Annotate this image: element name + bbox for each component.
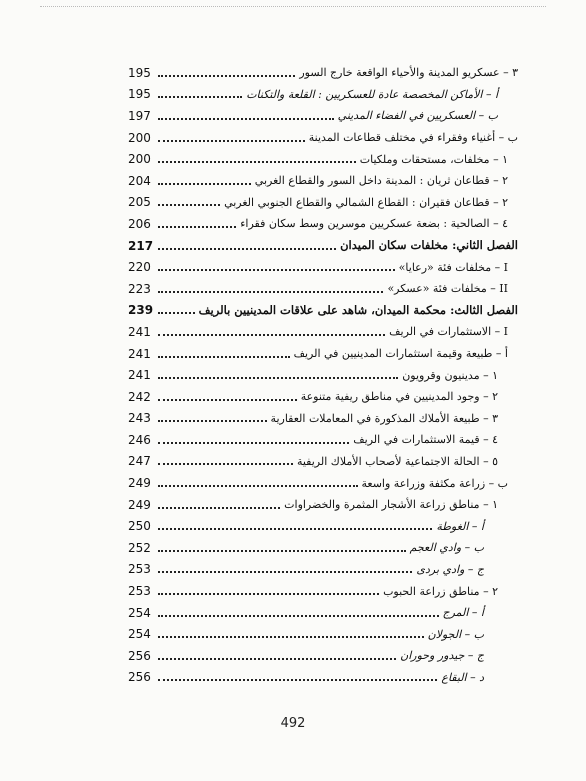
toc-entry-title: ٥ – الحالة الاجتماعية لأصحاب الأملاك الريفية xyxy=(296,454,498,468)
toc-entry-title: ٢ – قطاعان ثريان : المدينة داخل السور والقطاع الغربي xyxy=(254,174,508,188)
dot-leader xyxy=(158,507,280,509)
toc-entry-page: 204 xyxy=(128,173,151,188)
table-of-contents xyxy=(128,62,518,688)
dot-leader xyxy=(158,118,334,120)
dot-leader xyxy=(158,658,396,660)
toc-entry-page: 243 xyxy=(128,411,151,426)
toc-entry xyxy=(128,300,518,322)
toc-entry xyxy=(128,170,518,192)
toc-entry-title: أ – الأماكن المخصصة عادة للعسكريين : القلعة والتكنات xyxy=(246,87,498,101)
toc-entry-title: ج – وادي بردى xyxy=(416,562,484,576)
toc-entry xyxy=(128,386,518,408)
dot-leader xyxy=(158,679,437,681)
toc-entry xyxy=(128,623,518,645)
dot-leader xyxy=(158,161,356,163)
toc-entry xyxy=(128,343,518,365)
page-number: 492 xyxy=(280,716,306,731)
toc-entry xyxy=(128,645,518,667)
toc-entry-title: I – مخلفات فئة «رعايا» xyxy=(398,260,508,274)
toc-entry-title: ٢ – مناطق زراعة الحبوب xyxy=(383,584,498,598)
toc-entry-page: 220 xyxy=(128,260,151,275)
toc-entry-title: ٤ – قيمة الاستثمارات في الريف xyxy=(353,433,498,447)
dot-leader xyxy=(158,140,305,142)
dot-leader xyxy=(158,377,398,379)
toc-entry-page: 256 xyxy=(128,670,151,685)
dot-leader xyxy=(158,334,385,336)
toc-entry-page: 197 xyxy=(128,108,151,123)
toc-entry-title: ب – زراعة مكثفة وزراعة واسعة xyxy=(361,476,508,490)
toc-entry-page: 241 xyxy=(128,324,151,339)
toc-entry-title: ١ – مناطق زراعة الأشجار المثمرة والخضراوات xyxy=(284,498,498,512)
toc-entry-title: ب – أغنياء وفقراء في مختلف قطاعات المدينة xyxy=(308,131,518,145)
toc-entry-page: 217 xyxy=(128,238,154,253)
toc-entry xyxy=(128,105,518,127)
dot-leader xyxy=(158,291,383,293)
dot-leader xyxy=(158,420,267,422)
toc-entry-page: 254 xyxy=(128,627,151,642)
toc-entry xyxy=(128,62,518,84)
toc-entry-page: 241 xyxy=(128,368,151,383)
toc-entry-page: 223 xyxy=(128,281,151,296)
toc-entry xyxy=(128,472,518,494)
toc-entry xyxy=(128,148,518,170)
toc-entry xyxy=(128,192,518,214)
toc-entry xyxy=(128,515,518,537)
toc-entry xyxy=(128,408,518,430)
dot-leader xyxy=(158,248,336,250)
toc-entry-title: ١ – مدينيون وقرويون xyxy=(402,368,498,382)
toc-entry xyxy=(128,235,518,257)
toc-entry-title: أ – المرج xyxy=(442,606,484,620)
toc-entry-page: 253 xyxy=(128,562,151,577)
toc-entry-page: 205 xyxy=(128,195,151,210)
dot-leader xyxy=(158,226,236,228)
toc-entry-page: 195 xyxy=(128,87,151,102)
toc-entry-page: 249 xyxy=(128,476,151,491)
toc-entry-title: ٣ – عسكريو المدينة والأحياء الواقعة خارج السور xyxy=(299,66,518,80)
toc-entry-page: 200 xyxy=(128,152,151,167)
dot-leader xyxy=(158,571,412,573)
toc-entry-page: 200 xyxy=(128,130,151,145)
dot-leader xyxy=(158,615,439,617)
toc-entry xyxy=(128,213,518,235)
toc-entry-title: أ – الغوطة xyxy=(436,519,484,533)
toc-entry-page: 239 xyxy=(128,303,154,318)
toc-entry-page: 254 xyxy=(128,605,151,620)
toc-entry xyxy=(128,667,518,689)
toc-entry xyxy=(128,494,518,516)
toc-entry-title: ب – العسكريين في الفضاء المديني xyxy=(337,109,498,123)
toc-entry-page: 249 xyxy=(128,497,151,512)
toc-entry-page: 247 xyxy=(128,454,151,469)
toc-entry-page: 250 xyxy=(128,519,151,534)
dot-leader xyxy=(158,356,290,358)
toc-entry-page: 253 xyxy=(128,584,151,599)
dot-leader xyxy=(158,312,195,314)
dot-leader xyxy=(158,399,297,401)
dot-leader xyxy=(158,204,220,206)
dot-leader xyxy=(158,485,358,487)
toc-entry xyxy=(128,580,518,602)
toc-entry xyxy=(128,84,518,106)
dot-leader xyxy=(158,96,242,98)
toc-entry-title: I – الاستثمارات في الريف xyxy=(389,325,508,339)
toc-entry xyxy=(128,537,518,559)
dot-leader xyxy=(158,528,432,530)
toc-entry xyxy=(128,321,518,343)
toc-entry-title: ١ – مخلفات، مستحقات وملكيات xyxy=(359,152,508,166)
toc-entry xyxy=(128,127,518,149)
dot-leader xyxy=(158,550,406,552)
toc-entry-title: د – البقاع xyxy=(441,670,484,684)
toc-entry xyxy=(128,256,518,278)
toc-entry-page: 256 xyxy=(128,648,151,663)
dot-leader xyxy=(158,183,251,185)
toc-entry-title: II – مخلفات فئة «عسكر» xyxy=(387,282,508,296)
toc-entry xyxy=(128,602,518,624)
toc-entry xyxy=(128,364,518,386)
toc-entry-title: الفصل الثاني: مخلفات سكان الميدان xyxy=(340,237,518,252)
toc-entry-title: ب – الجولان xyxy=(427,627,484,641)
toc-entry-title: ج – جيدور وحوران xyxy=(400,649,484,663)
dot-leader xyxy=(158,636,424,638)
toc-entry-page: 246 xyxy=(128,432,151,447)
toc-entry-page: 241 xyxy=(128,346,151,361)
dot-leader xyxy=(158,75,295,77)
dot-leader xyxy=(158,593,379,595)
toc-entry-page: 195 xyxy=(128,65,151,80)
toc-entry-title: ٤ – الصالحية : بضعة عسكريين موسرين وسط سكان فقراء xyxy=(240,217,508,231)
toc-entry-title: ٢ – وجود المدينيين في مناطق ريفية متنوعة xyxy=(300,390,498,404)
top-edge-rule xyxy=(40,6,546,7)
toc-entry-page: 252 xyxy=(128,540,151,555)
toc-entry-title: أ – طبيعة وقيمة استثمارات المدينيين في الريف xyxy=(293,347,508,361)
dot-leader xyxy=(158,442,349,444)
toc-entry-page: 242 xyxy=(128,389,151,404)
toc-entry-title: الفصل الثالث: محكمة الميدان، شاهد على علاقات المدينيين بالريف xyxy=(198,302,518,317)
toc-entry xyxy=(128,278,518,300)
toc-entry-title: ب – وادي العجم xyxy=(409,541,484,555)
dot-leader xyxy=(158,269,395,271)
toc-entry xyxy=(128,451,518,473)
toc-entry xyxy=(128,559,518,581)
toc-entry-page: 206 xyxy=(128,216,151,231)
toc-entry-title: ٣ – طبيعة الأملاك المذكورة في المعاملات العقارية xyxy=(270,411,498,425)
dot-leader xyxy=(158,463,293,465)
toc-entry-title: ٢ – قطاعان فقيران : القطاع الشمالي والقطاع الجنوبي الغربي xyxy=(224,195,508,209)
toc-entry xyxy=(128,429,518,451)
